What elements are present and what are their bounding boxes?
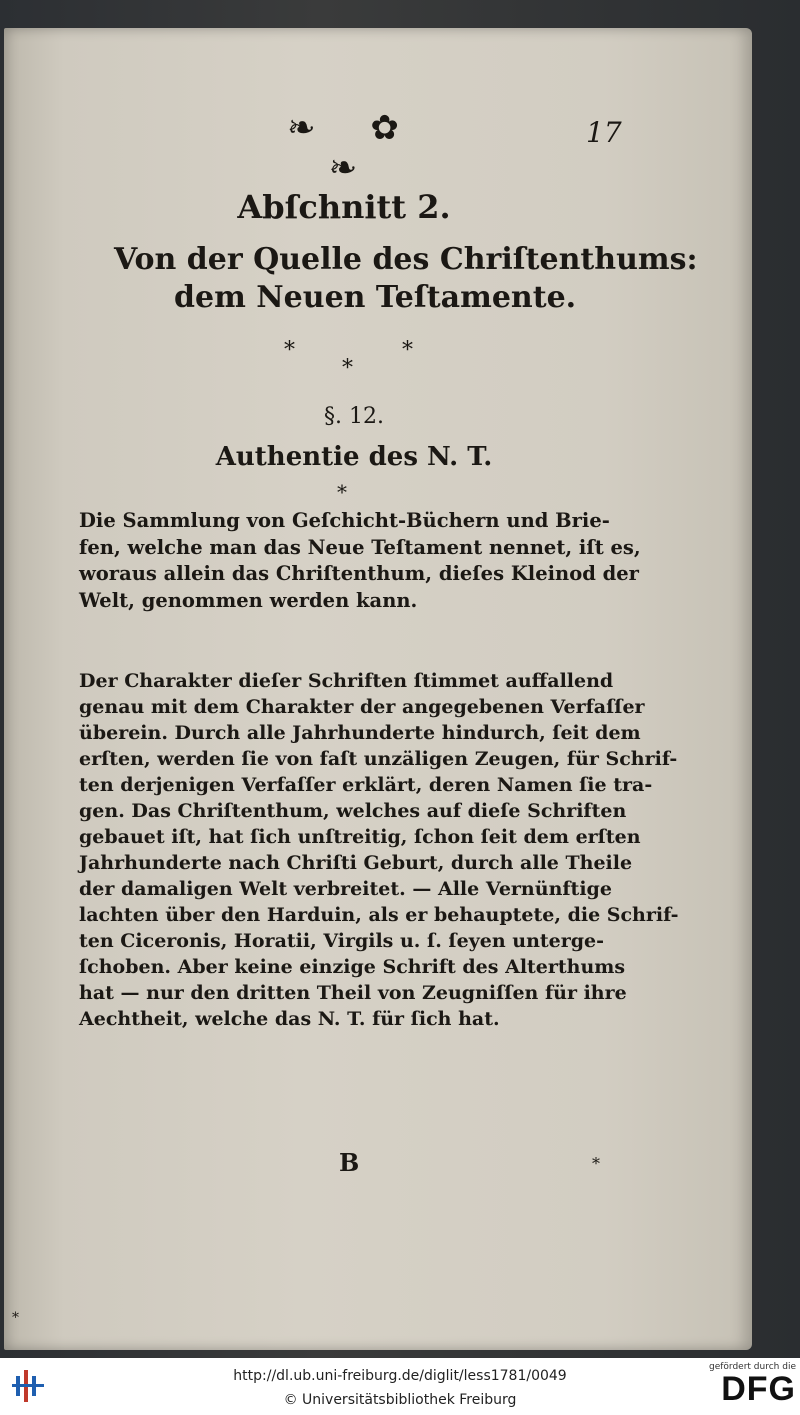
permalink-url[interactable]: http://dl.ub.uni-freiburg.de/diglit/less1781/0049 [233,1368,567,1384]
text-line: Jahrhunderte nach Chriſti Geburt, durch alle Theile [79,852,633,874]
page-edge-mark: * [12,1310,19,1326]
divider-star: * [402,338,413,363]
dfg-logo [704,1362,796,1412]
section-title: Abſchnitt 2. [237,188,451,226]
lead-paragraph [79,508,641,614]
text-line: Welt, genommen werden kann. [79,588,418,612]
text-line: hat — nur den dritten Theil von Zeugniſſen für ihre [79,982,627,1004]
text-line: Aechtheit, welche das N. T. für ſich hat. [79,1008,500,1030]
paragraph-star: * [337,480,347,504]
section-subtitle-line-1: Von der Quelle des Chriſtenthums: [114,242,698,277]
page-number: 17 [586,116,622,149]
section-subtitle-line-2: dem Neuen Teſtamente. [174,280,577,315]
text-line: Die Sammlung von Geſchicht-Büchern und Brie- [79,509,610,532]
text-line: gen. Das Chriſtenthum, welches auf dieſe Schriften [79,800,627,822]
dfg-caption: gefördert durch die [709,1362,796,1372]
asterism-divider [274,338,434,388]
viewer-footer [0,1358,800,1415]
text-line: ſchoben. Aber keine einzige Schrift des Alterthums [79,956,626,978]
header-ornament: ❧ ✿ ❧ [287,108,421,188]
paragraph-number: §. 12. [324,404,384,429]
text-line: genau mit dem Charakter der angegebenen Verfaſſer [79,696,645,718]
text-line: ten derjenigen Verfaſſer erklärt, deren Namen ſie tra- [79,774,653,796]
text-line: Der Charakter dieſer Schriften ſtimmet auffallend [79,670,614,692]
text-line: der damaligen Welt verbreitet. — Alle Vernünftige [79,878,612,900]
text-line: ten Ciceronis, Horatii, Virgils u. ſ. ſeyen unterge- [79,930,605,952]
divider-star: * [284,338,295,363]
text-line: gebauet iſt, hat ſich unſtreitig, ſchon ſeit dem erſten [79,826,641,848]
text-line: erſten, werden ſie von faſt unzäligen Zeugen, für Schrif- [79,748,678,770]
copyright-notice: © Universitätsbibliothek Freiburg [283,1392,517,1408]
dfg-wordmark: DFG [721,1370,796,1408]
divider-star: * [342,356,353,381]
signature-mark: B [339,1148,360,1177]
text-line: woraus allein das Chriſtenthum, dieſes Kleinod der [79,562,639,585]
text-line: überein. Durch alle Jahrhunderte hindurch, ſeit dem [79,722,641,744]
body-paragraph [79,668,679,1032]
text-line: lachten über den Harduin, als er behauptete, die Schrif- [79,904,679,926]
text-line: fen, welche man das Neue Teſtament nennet, iſt es, [79,535,641,559]
book-page [4,28,752,1350]
catchmark: * [592,1154,600,1173]
paragraph-title: Authentie des N. T. [215,442,493,472]
